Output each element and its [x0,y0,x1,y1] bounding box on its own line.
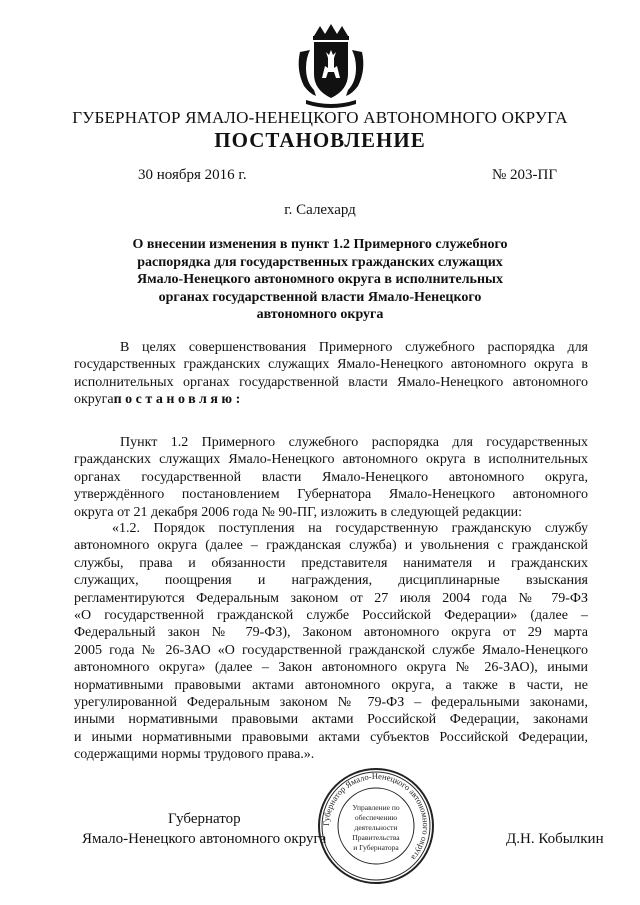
signatory-name: Д.Н. Кобылкин [506,831,604,847]
subject-line: органах государственной власти Ямало-Ненецкого [158,289,482,305]
paragraph-line: служащих, поощрения и награждения, дисциплинарные взыскания [74,573,588,589]
paragraph-line: органах государственной власти Ямало-Ненецкого автономного округа, [74,469,588,485]
paragraph-line: государственных гражданских служащих Ямало-Ненецкого автономного округа в [74,357,588,373]
paragraph-line: утверждённого постановлением Губернатора Ямало-Ненецкого автономного [74,487,588,503]
signatory-org: Ямало-Ненецкого автономного округа [82,831,327,847]
paragraph-line: автономного округа» (далее – Закон автономного округа № 26-ЗАО), иными [74,660,588,676]
subject-line: автономного округа [256,307,384,322]
paragraph-line: исполнительных органах государственной власти Ямало-Ненецкого автономного [74,374,588,390]
paragraph-line: службы, права и обязанности представителя нанимателя и гражданских [74,555,588,571]
signatory-post: Губернатор [168,811,241,827]
paragraph-line: нормативными правовыми актами автономного округа, а также в части, не [74,677,588,693]
paragraph-line: урегулированной Федеральным законом № 79-ФЗ – федеральными законами, [74,694,588,710]
paragraph-line: иными нормативными правовыми актами Российской Федерации, законами [74,712,588,728]
new-wording-paragraph [74,520,588,763]
document-subject [120,236,520,324]
paragraph-line: Федеральный закон № 79-ФЗ), Законом автономного округа от 29 марта [74,625,588,641]
paragraph-line: автономного округа (далее – гражданская служба) и увольнения с гражданской [74,538,588,554]
stamp-center-line: обеспечению [354,813,398,822]
paragraph-line: «О государственной гражданской службе Российской Федерации» (далее – [74,607,588,623]
stamp-ring-text: Губернатор Ямало-Ненецкого автономного округа [320,770,432,863]
subject-line: О внесении изменения в пункт 1.2 Примерного служебного [132,237,508,252]
paragraph-line: и иными нормативными правовыми актами субъектов Российской Федерации, [74,729,588,745]
stamp-center-line: Управление по [352,803,400,812]
paragraph-line: «1.2. Порядок поступления на государственную гражданскую службу [112,521,588,536]
paragraph-line: регламентируются Федеральным законом от 27 июля 2004 года № 79-ФЗ [74,590,588,606]
subject-line: распорядка для государственных гражданских служащих [137,254,503,270]
paragraph-text: округа [74,392,114,408]
official-stamp-icon [316,766,436,886]
paragraph-line: 2005 года № 26-ЗАО «О государственной гражданской службе Ямало-Ненецкого [74,642,588,658]
paragraph-line: округа от 21 декабря 2006 года № 90-ПГ, изложить в следующей редакции: [74,504,522,520]
subject-line: Ямало-Ненецкого автономного округа в исполнительных [137,272,503,287]
paragraph-line: содержащими нормы трудового права.». [74,747,315,763]
preamble-paragraph [74,339,588,409]
stamp-center-line: и Губернатора [353,843,399,852]
coat-of-arms-icon [292,22,370,110]
paragraph-line: В целях совершенствования Примерного служебного распорядка для [120,340,588,355]
operative-paragraph [74,434,588,521]
document-date: 30 ноября 2016 г. [138,167,247,183]
issuer-title: ГУБЕРНАТОР ЯМАЛО-НЕНЕЦКОГО АВТОНОМНОГО ОКРУГА [72,108,568,127]
document-number: № 203-ПГ [492,167,558,183]
stamp-center-line: деятельности [354,823,398,832]
paragraph-line [74,391,588,408]
decree-keyword: постановляю: [113,392,244,408]
document-type: ПОСТАНОВЛЕНИЕ [214,128,426,152]
stamp-center-line: Правительства [352,833,400,842]
paragraph-line: Пункт 1.2 Примерного служебного распорядка для государственных [120,435,588,450]
paragraph-line: гражданских служащих Ямало-Ненецкого автономного округа в исполнительных [74,452,588,468]
document-city: г. Салехард [284,202,356,218]
